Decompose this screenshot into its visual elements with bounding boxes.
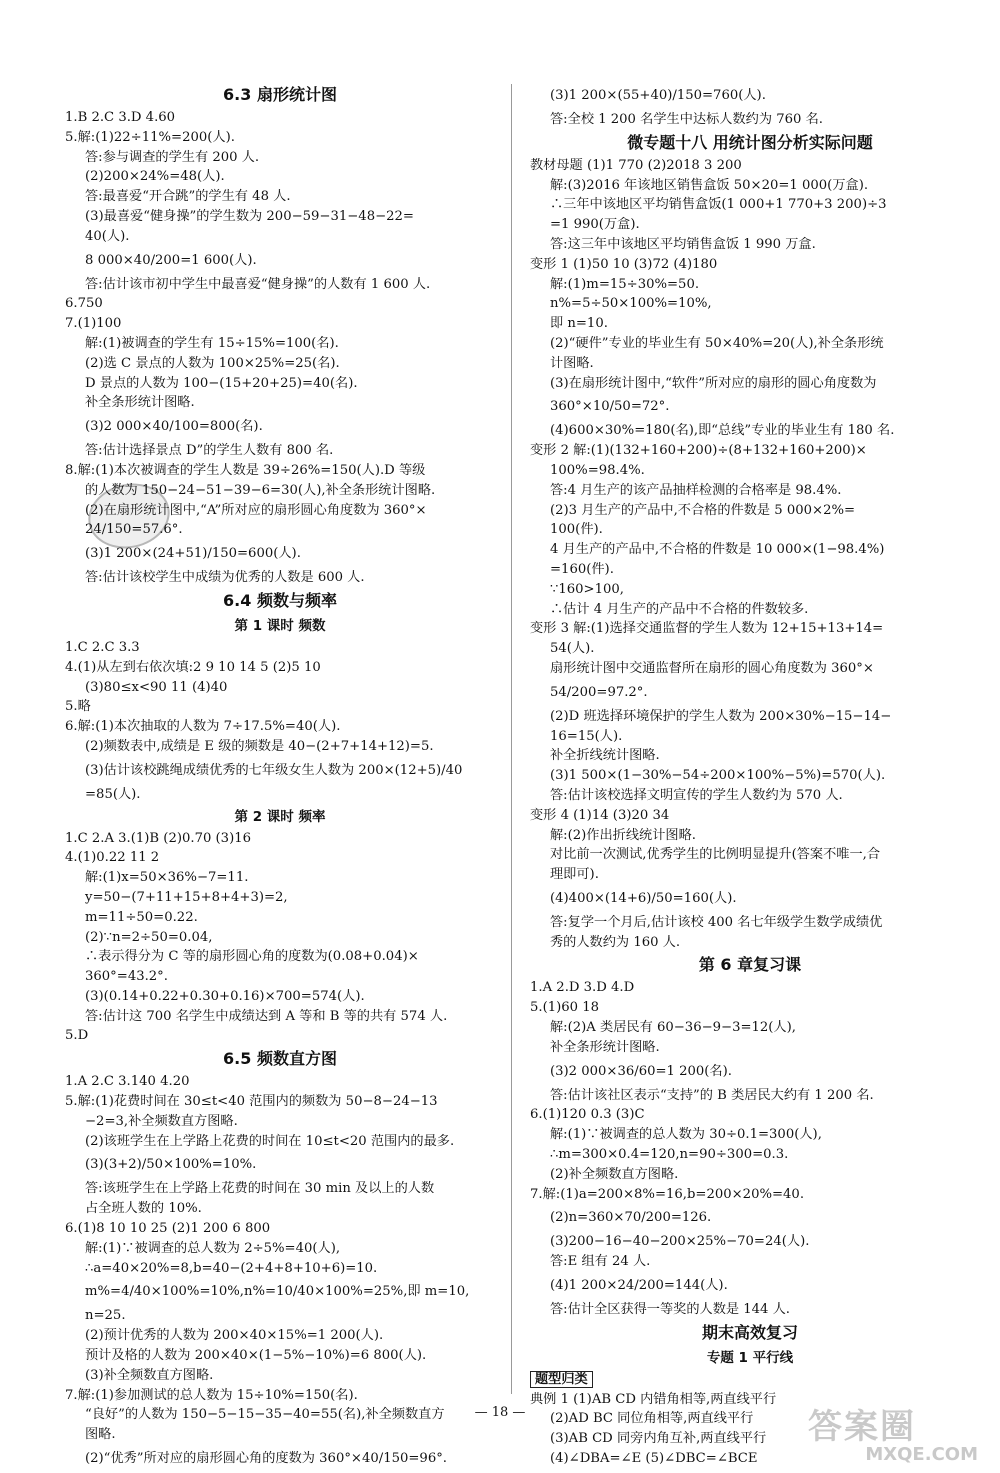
text-line: (3)1 500×(1−30%−54÷200×100%−5%)=570(人).	[550, 768, 886, 784]
text-line: 解:(1)被调查的学生有 15÷15%=100(名).	[85, 335, 339, 351]
text-line: 5.略	[65, 699, 91, 715]
text-line: (3)(0.14+0.22+0.30+0.16)×700=574(人).	[85, 988, 365, 1004]
text-line: 答:4 月生产的该产品抽样检测的合格率是 98.4%.	[550, 482, 842, 498]
text-line: 解:(1)x=50×36%−7=11.	[85, 870, 249, 886]
text-line: 扇形统计图中交通监督所在扇形的圆心角度数为 360°×	[550, 660, 874, 676]
text-line: 占全班人数的 10%.	[85, 1201, 202, 1217]
formula-line: (4)1 200×24/200=144(人).	[550, 1278, 728, 1294]
text-line: 解:(1)m=15÷30%=50.	[550, 276, 700, 292]
text-line: 5.(1)60 18	[530, 1000, 600, 1016]
text-line: (3)在扇形统计图中,“软件”所对应的扇形的圆心角度数为	[550, 375, 877, 391]
boxed-label-text: 题型归类	[530, 1371, 593, 1388]
formula-line: 360°×10/50=72°.	[550, 399, 670, 415]
text-line: 补全折线统计图略.	[550, 748, 660, 764]
text-line: 解:(2)A 类居民有 60−36−9−3=12(人),	[550, 1020, 796, 1036]
text-line: 5.解:(1)22÷11%=200(人).	[65, 129, 235, 145]
text-line: (2)在扇形统计图中,“A”所对应的扇形圆心角度数为 360°×	[85, 502, 427, 518]
text-line: n=25.	[85, 1308, 126, 1324]
formula-line: 54/200=97.2°.	[550, 684, 648, 700]
section-heading: 微专题十八 用统计图分析实际问题	[627, 132, 873, 152]
text-line: 补全条形统计图略.	[550, 1039, 660, 1055]
text-line: 答:估计该社区表示“支持”的 B 类居民大约有 1 200 名.	[550, 1087, 874, 1103]
text-line: 5.D	[65, 1028, 89, 1044]
text-line: y=50−(7+11+15+8+4+3)=2,	[85, 889, 288, 905]
text-line: (2)预计优秀的人数为 200×40×15%=1 200(人).	[85, 1328, 384, 1344]
text-line: ∴m=300×0.4=120,n=90÷300=0.3.	[550, 1147, 789, 1163]
text-line: 16=15(人).	[550, 728, 623, 744]
text-line: 答:这三年中该地区平均销售盒饭 1 990 万盒.	[550, 236, 816, 252]
formula-line: (4)400×(14+6)/50=160(人).	[550, 890, 737, 906]
formula-line: (2)n=360×70/200=126.	[550, 1210, 712, 1226]
text-line: (2)频数表中,成绩是 E 级的频数是 40−(2+7+14+12)=5.	[85, 738, 434, 754]
text-line: ∴三年中该地区平均销售盒饭(1 000+1 770+3 200)÷3	[550, 197, 887, 213]
text-line: 6.(1)120 0.3 (3)C	[530, 1107, 645, 1123]
text-line: (2)∵n=2÷50=0.04,	[85, 929, 213, 945]
text-line: (2)“硬件”专业的毕业生有 50×40%=20(人),补全条形统	[550, 335, 884, 351]
right-column	[530, 82, 970, 1469]
text-line: (3)最喜爱“健身操”的学生数为 200−59−31−48−22=	[85, 208, 414, 224]
text-line: 教材母题 (1)1 770 (2)2018 3 200	[530, 157, 742, 173]
text-line: −2=3,补全频数直方图略.	[85, 1113, 238, 1129]
formula-line: (3)2 000×36/60=1 200(名).	[550, 1063, 732, 1079]
text-line: 7.(1)100	[65, 316, 122, 332]
formula-line: (3)2 000×40/100=800(名).	[85, 419, 263, 435]
formula-line: (3)1 200×(24+51)/150=600(人).	[85, 546, 301, 562]
text-line: 的人数为 150−24−51−39−6=30(人),补全条形统计图略.	[85, 482, 436, 498]
text-line: =85(人).	[85, 786, 141, 802]
text-line: (4)∠DBA=∠E (5)∠DBC=∠BCE	[550, 1451, 758, 1467]
text-line: 解:(1)∵被调查的总人数为 30÷0.1=300(人),	[550, 1127, 822, 1143]
formula-line: (3)估计该校跳绳成绩优秀的七年级女生人数为 200×(12+5)/40	[85, 762, 463, 778]
page-number: — 18 —	[474, 1405, 526, 1420]
text-line: 解:(2)作出折线统计图略.	[550, 827, 697, 843]
text-line: 答:E 组有 24 人.	[550, 1254, 651, 1270]
watermark-logo-text: 答案圈	[808, 1407, 916, 1447]
text-line: 100%=98.4%.	[550, 462, 645, 478]
text-line: 6.750	[65, 296, 103, 312]
text-line: 360°=43.2°.	[85, 969, 168, 985]
text-line: ∴估计 4 月生产的产品中不合格的件数较多.	[550, 601, 809, 617]
text-line: 答:估计这 700 名学生中成绩达到 A 等和 B 等的共有 574 人.	[85, 1008, 448, 1024]
text-line: (3)补全频数直方图略.	[85, 1367, 214, 1383]
text-line: 预计及格的人数为 200×40×(1−5%−10%)=6 800(人).	[85, 1348, 427, 1364]
text-line: 典例 1 (1)AB CD 内错角相等,两直线平行	[530, 1391, 777, 1407]
formula-line: (2)“优秀”所对应的扇形圆心角的度数为 360°×40/150=96°.	[85, 1451, 447, 1467]
column-divider	[511, 84, 512, 1394]
text-line: 24/150=57.6°.	[85, 522, 183, 538]
text-line: 5.解:(1)花费时间在 30≤t<40 范围内的频数为 50−8−24−13	[65, 1094, 438, 1110]
boxed-label	[530, 1370, 970, 1390]
text-line: 变形 2 解:(1)(132+160+200)÷(8+132+160+200)×	[530, 443, 867, 459]
text-line: 1.C 2.C 3.3	[65, 639, 140, 655]
text-line: (2)补全频数直方图略.	[550, 1166, 679, 1182]
text-line: n%=5÷50×100%=10%,	[550, 296, 712, 312]
text-line: 答:估计该校学生中成绩为优秀的人数是 600 人.	[85, 570, 365, 586]
text-line: 答:估计该校选择文明宣传的学生人数约为 570 人.	[550, 787, 843, 803]
text-line: D 景点的人数为 100−(15+20+25)=40(名).	[85, 375, 358, 391]
text-line: 答:参与调查的学生有 200 人.	[85, 149, 260, 165]
section-heading: 6.3 扇形统计图	[223, 85, 337, 104]
text-line: =1 990(万盒).	[550, 217, 640, 233]
text-line: (2)200×24%=48(人).	[85, 169, 225, 185]
formula-line: m%=4/40×100%=10%,n%=10/40×100%=25%,即 m=10,	[85, 1284, 470, 1300]
formula-line: (3)1 200×(55+40)/150=760(人).	[550, 88, 766, 103]
text-line: (2)该班学生在上学路上花费的时间在 10≤t<20 范围内的最多.	[85, 1133, 455, 1149]
text-line: 100(件).	[550, 522, 603, 538]
section-heading: 第 6 章复习课	[698, 955, 802, 975]
text-line: 解:(1)∵被调查的总人数为 2÷5%=40(人),	[85, 1240, 341, 1256]
text-line: 4 月生产的产品中,不合格的件数是 10 000×(1−98.4%)	[550, 542, 885, 558]
text-line: m=11÷50=0.22.	[85, 909, 198, 925]
text-line: 1.B 2.C 3.D 4.60	[65, 110, 176, 125]
site-watermark	[808, 1408, 988, 1464]
text-line: (3)80≤x<90 11 (4)40	[85, 679, 228, 695]
text-line: 对比前一次测试,优秀学生的比例明显提升(答案不唯一,合	[550, 847, 881, 863]
text-line: 答:估计选择景点 D”的学生人数有 800 名.	[85, 443, 334, 459]
text-line: 4.(1)0.22 11 2	[65, 850, 160, 866]
section-heading: 6.4 频数与频率	[223, 590, 337, 610]
text-line: 1.C 2.A 3.(1)B (2)0.70 (3)16	[65, 830, 252, 846]
text-line: 答:最喜爱“开合跳”的学生有 48 人.	[85, 189, 291, 205]
text-line: (4)600×30%=180(名),即“总线”专业的毕业生有 180 名.	[550, 423, 895, 439]
text-line: 7.解:(1)参加测试的总人数为 15÷10%=150(名).	[65, 1387, 358, 1403]
text-line: ∵160>100,	[550, 581, 624, 597]
text-line: 图略.	[85, 1427, 116, 1443]
subsection-heading: 专题 1 平行线	[706, 1349, 794, 1366]
section-heading: 6.5 频数直方图	[223, 1049, 337, 1069]
text-line: =160(件).	[550, 561, 614, 577]
text-line: 理即可).	[550, 867, 599, 883]
text-line: 6.解:(1)本次抽取的人数为 7÷17.5%=40(人).	[65, 719, 341, 735]
text-line: 即 n=10.	[550, 316, 608, 332]
text-line: 答:复学一个月后,估计该校 400 名七年级学生数学成绩优	[550, 914, 883, 930]
text-line: (2)AD BC 同位角相等,两直线平行	[550, 1411, 754, 1427]
text-line: 秀的人数约为 160 人.	[550, 934, 681, 950]
text-line: 4.(1)从左到右依次填:2 9 10 14 5 (2)5 10	[65, 659, 321, 675]
text-line: (3)AB CD 同旁内角互补,两直线平行	[550, 1431, 767, 1447]
text-line: 1.A 2.C 3.140 4.20	[65, 1074, 190, 1090]
text-line: ∴表示得分为 C 等的扇形圆心角的度数为(0.08+0.04)×	[85, 949, 419, 965]
left-column	[65, 82, 495, 1473]
formula-line: (3)(3+2)/50×100%=10%.	[85, 1157, 257, 1173]
text-line: “良好”的人数为 150−5−15−35−40=55(名),补全频数直方	[85, 1407, 445, 1423]
subsection-heading: 第 1 课时 频数	[234, 617, 326, 634]
text-line: 计图略.	[550, 355, 594, 371]
formula-line: 8 000×40/200=1 600(人).	[85, 252, 257, 268]
text-line: (3)200−16−40−200×25%−70=24(人).	[550, 1234, 810, 1250]
text-line: 补全条形统计图略.	[85, 395, 195, 411]
text-line: 答:全校 1 200 名学生中达标人数约为 760 名.	[550, 112, 823, 127]
text-line: 变形 1 (1)50 10 (3)72 (4)180	[530, 256, 718, 272]
text-line: (2)选 C 景点的人数为 100×25%=25(名).	[85, 355, 340, 371]
text-line: 解:(3)2016 年该地区销售盒饭 50×20=1 000(万盒).	[550, 177, 869, 193]
text-line: 答:估计全区获得一等奖的人数是 144 人.	[550, 1302, 791, 1318]
text-line: 6.(1)8 10 10 25 (2)1 200 6 800	[65, 1221, 271, 1237]
text-line: 8.解:(1)本次被调查的学生人数是 39÷26%=150(人).D 等级	[65, 462, 426, 478]
text-line: (2)D 班选择环境保护的学生人数为 200×30%−15−14−	[550, 708, 892, 724]
subsection-heading: 第 2 课时 频率	[234, 808, 326, 825]
text-line: 变形 3 解:(1)选择交通监督的学生人数为 12+15+13+14=	[530, 621, 884, 637]
text-line: (2)3 月生产的产品中,不合格的件数是 5 000×2%=	[550, 502, 856, 518]
text-line: 54(人).	[550, 641, 595, 657]
section-heading: 期末高效复习	[701, 1322, 798, 1342]
text-line: 1.A 2.D 3.D 4.D	[530, 980, 635, 996]
watermark-url: MXQE.COM	[865, 1444, 978, 1465]
text-line: 40(人).	[85, 228, 130, 244]
text-line: 答:估计该市初中学生中最喜爱“健身操”的人数有 1 600 人.	[85, 276, 431, 292]
text-line: 7.解:(1)a=200×8%=16,b=200×20%=40.	[530, 1186, 805, 1202]
text-line: 答:该班学生在上学路上花费的时间在 30 min 及以上的人数	[85, 1181, 435, 1197]
text-line: ∴a=40×20%=8,b=40−(2+4+8+10+6)=10.	[85, 1260, 378, 1276]
text-line: 变形 4 (1)14 (3)20 34	[530, 807, 670, 823]
